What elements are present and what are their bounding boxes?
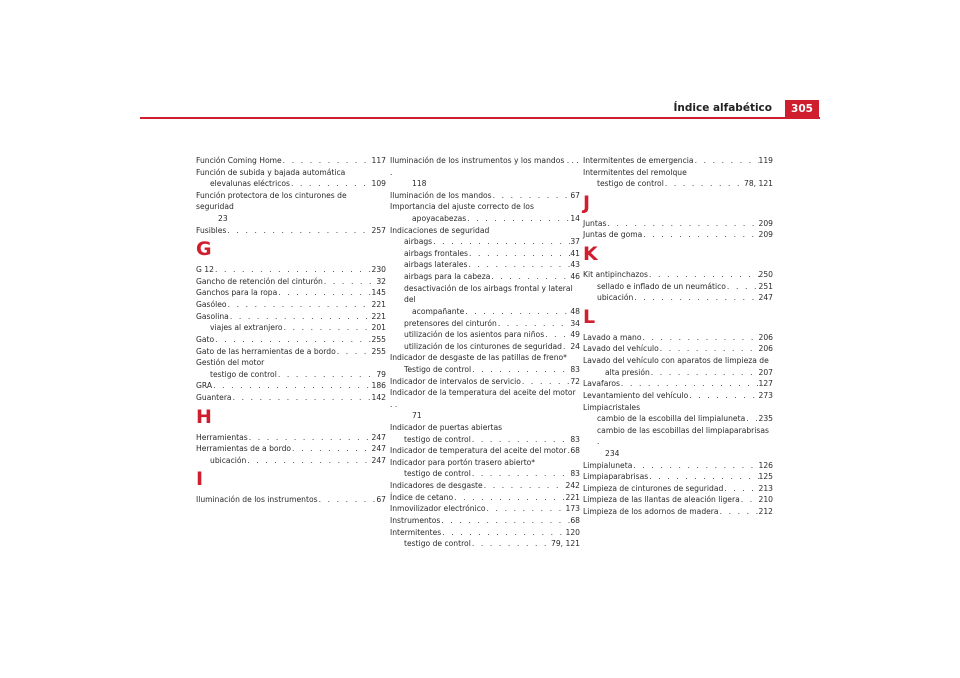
entry-label: Gancho de retención del cinturón [196,276,323,286]
entry-page: 127 [758,379,773,389]
leader-dots [318,494,377,506]
index-heading: Importancia del ajuste correcto de los [390,202,534,212]
entry-page: 251 [758,281,773,291]
entry-page: 125 [758,472,773,482]
section-letter: I [196,468,204,491]
leader-dots [226,225,371,237]
entry-page: 247 [758,293,773,303]
index-entry [196,494,386,506]
entry-label: Gasolina [196,311,229,321]
index-entry [583,390,773,402]
index-entry [390,248,580,260]
entry-label: viajes al extranjero [210,323,283,333]
index-entry [390,538,580,550]
index-entry [390,236,580,248]
entry-page: 109 [371,179,386,189]
entry-page: 242 [565,481,580,491]
index-heading: Función de subida y bajada automática [196,167,346,177]
index-entry [390,445,580,457]
entry-page: 24 [570,341,580,351]
leader-dots [277,287,371,299]
leader-dots [688,390,758,402]
entry-page: 145 [371,288,386,298]
entry-page: 255 [371,346,386,356]
index-entry [196,311,386,323]
index-entry [390,376,580,388]
leader-dots [562,341,570,353]
section-letter: H [196,405,212,428]
index-entry [196,380,386,392]
index-entry [583,218,773,230]
entry-label: Juntas [583,218,607,228]
section-letter: K [583,243,598,266]
index-entry [390,364,580,376]
index-heading: Lavado del vehículo con aparatos de limpieza de [583,356,769,366]
index-entry [583,506,773,518]
index-entry [196,369,386,381]
index-entry [390,259,580,271]
leader-dots [492,190,571,202]
entry-page: 34 [570,318,580,328]
leader-dots [648,471,758,483]
leader-dots [336,346,372,358]
entry-page: 119 [758,156,773,165]
entry-label: Testigo de control [404,364,472,374]
index-entry [196,264,386,276]
entry-label: testigo de control [404,469,471,479]
entry-page: 79, 121 [551,539,580,549]
leader-dots [648,269,758,281]
leader-dots [633,292,758,304]
header-rule [140,117,820,119]
page-title: Índice alfabético [673,102,772,114]
entry-page: 120 [565,527,580,537]
entry-label: Índice de cetano [390,492,454,502]
entry-page: 72 [570,376,580,386]
leader-dots [246,455,371,467]
entry-page: 67 [376,495,386,505]
leader-dots [726,281,759,293]
index-entry [390,306,580,318]
entry-label: acompañante [412,306,465,316]
entry-page: 207 [758,367,773,377]
leader-dots [464,306,570,318]
leader-dots [468,248,570,260]
entry-page: 67 [570,190,580,200]
leader-dots [432,236,570,248]
leader-dots [471,434,571,446]
leader-dots [606,218,758,230]
index-heading: Indicador de puertas abiertas [390,423,503,433]
entry-page: 41 [570,248,580,258]
index-entry [583,413,773,425]
index-entry [196,455,386,467]
entry-label: elevalunas eléctricos [210,179,290,189]
section-letter: L [583,305,596,328]
entry-label: ubicación [210,455,247,465]
index-column-2 [390,155,580,550]
entry-page: 209 [758,218,773,228]
entry-page: 206 [758,344,773,354]
entry-label: Iluminación de los mandos [390,190,492,200]
section-letter: J [583,191,591,214]
index-heading: Iluminación de los instrumentos y los mandos . . . . [390,156,579,177]
index-entry [583,269,773,281]
leader-dots [453,492,565,504]
entry-label: Herramientas de a bordo [196,444,292,454]
entry-label: utilización de los cinturones de seguridad [404,341,562,351]
entry-label: testigo de control [597,179,664,189]
index-entry [390,341,580,353]
leader-dots [664,178,744,190]
entry-page-continued: 234 [605,448,620,458]
entry-label: pretensores del cinturón [404,318,497,328]
entry-label: airbags laterales [404,260,468,270]
leader-dots [745,413,758,425]
entry-label: Gasóleo [196,300,227,310]
index-entry [390,527,580,539]
entry-page: 68 [570,515,580,525]
index-entry [196,432,386,444]
entry-page: 126 [758,460,773,470]
leader-dots [642,229,758,241]
leader-dots [471,538,551,550]
entry-page: 83 [570,434,580,444]
entry-label: Gato de las herramientas de a bordo [196,346,336,356]
index-entry [390,318,580,330]
index-entry [583,494,773,506]
entry-page-continued: 23 [218,214,228,224]
entry-label: Ganchos para la ropa [196,288,278,298]
entry-label: utilización de los asientos para niños [404,330,545,340]
entry-page: 209 [758,230,773,240]
leader-dots [214,334,371,346]
leader-dots [620,378,759,390]
index-entry [390,434,580,446]
entry-page: 247 [371,455,386,465]
leader-dots [642,332,759,344]
index-entry [390,468,580,480]
entry-label: testigo de control [404,434,471,444]
index-entry [583,343,773,355]
leader-dots [248,432,372,444]
index-entry [196,276,386,288]
index-heading: desactivación de los airbags frontal y lateral del [404,283,573,305]
index-entry [196,299,386,311]
entry-label: Lavafaros [583,379,620,389]
entry-page: 221 [371,311,386,321]
index-entry [390,492,580,504]
entry-page: 250 [758,270,773,280]
leader-dots [723,483,758,495]
entry-page: 255 [371,334,386,344]
index-entry [390,213,580,225]
entry-label: Lavado del vehículo [583,344,659,354]
entry-label: ubicación [597,293,634,303]
leader-dots [650,367,759,379]
leader-dots [659,343,759,355]
entry-label: Juntas de goma [583,230,643,240]
entry-page: 79 [376,369,386,379]
index-entry [583,471,773,483]
entry-label: Inmovilizador electrónico [390,504,486,514]
leader-dots [466,213,570,225]
leader-dots [440,515,570,527]
leader-dots [483,480,566,492]
index-heading: Gestión del motor [196,358,265,368]
entry-page: 210 [758,495,773,505]
index-column-1 [196,155,386,506]
entry-page: 83 [570,469,580,479]
index-column-3 [583,155,773,518]
entry-page: 273 [758,390,773,400]
entry-label: Función Coming Home [196,156,282,165]
entry-label: Limpialuneta [583,460,633,470]
entry-page: 257 [371,225,386,235]
index-entry [390,503,580,515]
leader-dots [214,264,372,276]
entry-label: Indicadores de desgaste [390,481,483,491]
entry-page: 78, 121 [744,179,773,189]
entry-label: GRA [196,381,213,391]
leader-dots [467,259,570,271]
entry-page: 221 [565,492,580,502]
entry-label: Gato [196,334,215,344]
entry-page: 206 [758,332,773,342]
index-entry [583,483,773,495]
leader-dots [471,364,570,376]
entry-page: 235 [758,414,773,424]
page-number: 305 [785,100,819,118]
leader-dots [290,178,372,190]
entry-label: airbags [404,237,433,247]
leader-dots [283,322,372,334]
entry-page: 173 [565,504,580,514]
index-entry [196,392,386,404]
entry-page: 247 [371,432,386,442]
entry-label: testigo de control [210,369,277,379]
entry-page: 37 [570,237,580,247]
index-entry [196,287,386,299]
index-entry [196,334,386,346]
entry-label: Limpieza de cinturones de seguridad [583,483,724,493]
entry-page: 186 [371,381,386,391]
entry-page: 201 [371,323,386,333]
entry-label: Intermitentes [390,527,442,537]
index-entry [196,225,386,237]
index-entry [390,515,580,527]
index-entry [390,480,580,492]
entry-label: Guantera [196,392,232,402]
index-entry [196,443,386,455]
entry-label: airbags frontales [404,248,469,258]
index-heading: Función protectora de los cinturones de seguridad [196,190,347,212]
index-heading: Indicador de la temperatura del aceite del motor . . [390,388,576,409]
entry-page-continued: 118 [412,179,427,189]
index-entry [583,178,773,190]
entry-label: Instrumentos [390,515,441,525]
entry-page: 213 [758,483,773,493]
index-entry [583,367,773,379]
entry-label: Kit antipinchazos [583,270,649,280]
leader-dots [632,460,758,472]
entry-label: Intermitentes de emergencia [583,156,694,165]
entry-page: 68 [570,446,580,456]
entry-label: Limpieza de los adornos de madera [583,507,719,517]
leader-dots [694,155,759,167]
entry-label: G 12 [196,265,214,275]
index-entry [583,332,773,344]
index-heading: Indicador para portón trasero abierto* [390,457,536,467]
leader-dots [232,392,372,404]
entry-page: 142 [371,392,386,402]
entry-label: Limpieza de las llantas de aleación ligera [583,495,740,505]
leader-dots [544,329,570,341]
index-heading: Indicaciones de seguridad [390,225,490,235]
index-entry [390,190,580,202]
leader-dots [282,155,372,167]
entry-label: apoyacabezas [412,214,467,224]
entry-page: 49 [570,330,580,340]
entry-page: 117 [371,156,386,165]
entry-label: airbags para la cabeza [404,272,491,282]
leader-dots [486,503,566,515]
entry-label: testigo de control [404,539,471,549]
index-entry [390,329,580,341]
index-entry [196,346,386,358]
entry-label: cambio de la escobilla del limpialuneta [597,414,746,424]
leader-dots [227,299,372,311]
index-heading: Limpiacristales [583,402,641,412]
leader-dots [740,494,759,506]
entry-page: 43 [570,260,580,270]
index-entry [583,378,773,390]
index-entry [196,178,386,190]
index-entry [583,229,773,241]
entry-page: 247 [371,444,386,454]
section-letter: G [196,238,212,261]
index-entry [196,155,386,167]
entry-page: 230 [371,265,386,275]
entry-label: Indicador de intervalos de servicio [390,376,521,386]
leader-dots [497,318,571,330]
leader-dots [291,443,371,455]
index-entry [390,271,580,283]
leader-dots [521,376,570,388]
entry-label: sellado e inflado de un neumático [597,281,726,291]
index-heading: Intermitentes del remolque [583,167,687,177]
index-entry [583,155,773,167]
entry-label: Iluminación de los instrumentos [196,495,318,505]
index-entry [583,281,773,293]
entry-page: 212 [758,507,773,517]
index-entry [583,460,773,472]
entry-label: Lavado a mano [583,332,642,342]
entry-page: 48 [570,306,580,316]
leader-dots [719,506,759,518]
leader-dots [212,380,371,392]
entry-label: Herramientas [196,432,248,442]
entry-label: alta presión [605,367,650,377]
entry-page: 46 [570,272,580,282]
index-heading: cambio de las escobillas del limpiaparabrisas . [597,425,769,447]
entry-page: 14 [570,214,580,224]
leader-dots [229,311,372,323]
leader-dots [277,369,377,381]
entry-label: Levantamiento del vehículo [583,390,689,400]
entry-label: Indicador de temperatura del aceite del motor [390,446,567,456]
index-entry [583,292,773,304]
entry-page: 83 [570,364,580,374]
entry-page-continued: 71 [412,411,422,421]
index-entry [196,322,386,334]
index-heading: Indicador de desgaste de las patillas de freno* [390,353,567,363]
leader-dots [490,271,570,283]
entry-label: Limpiaparabrisas [583,472,649,482]
leader-dots [471,468,571,480]
leader-dots [441,527,565,539]
leader-dots [323,276,376,288]
entry-page: 32 [376,276,386,286]
entry-label: Fusibles [196,225,227,235]
entry-page: 221 [371,300,386,310]
